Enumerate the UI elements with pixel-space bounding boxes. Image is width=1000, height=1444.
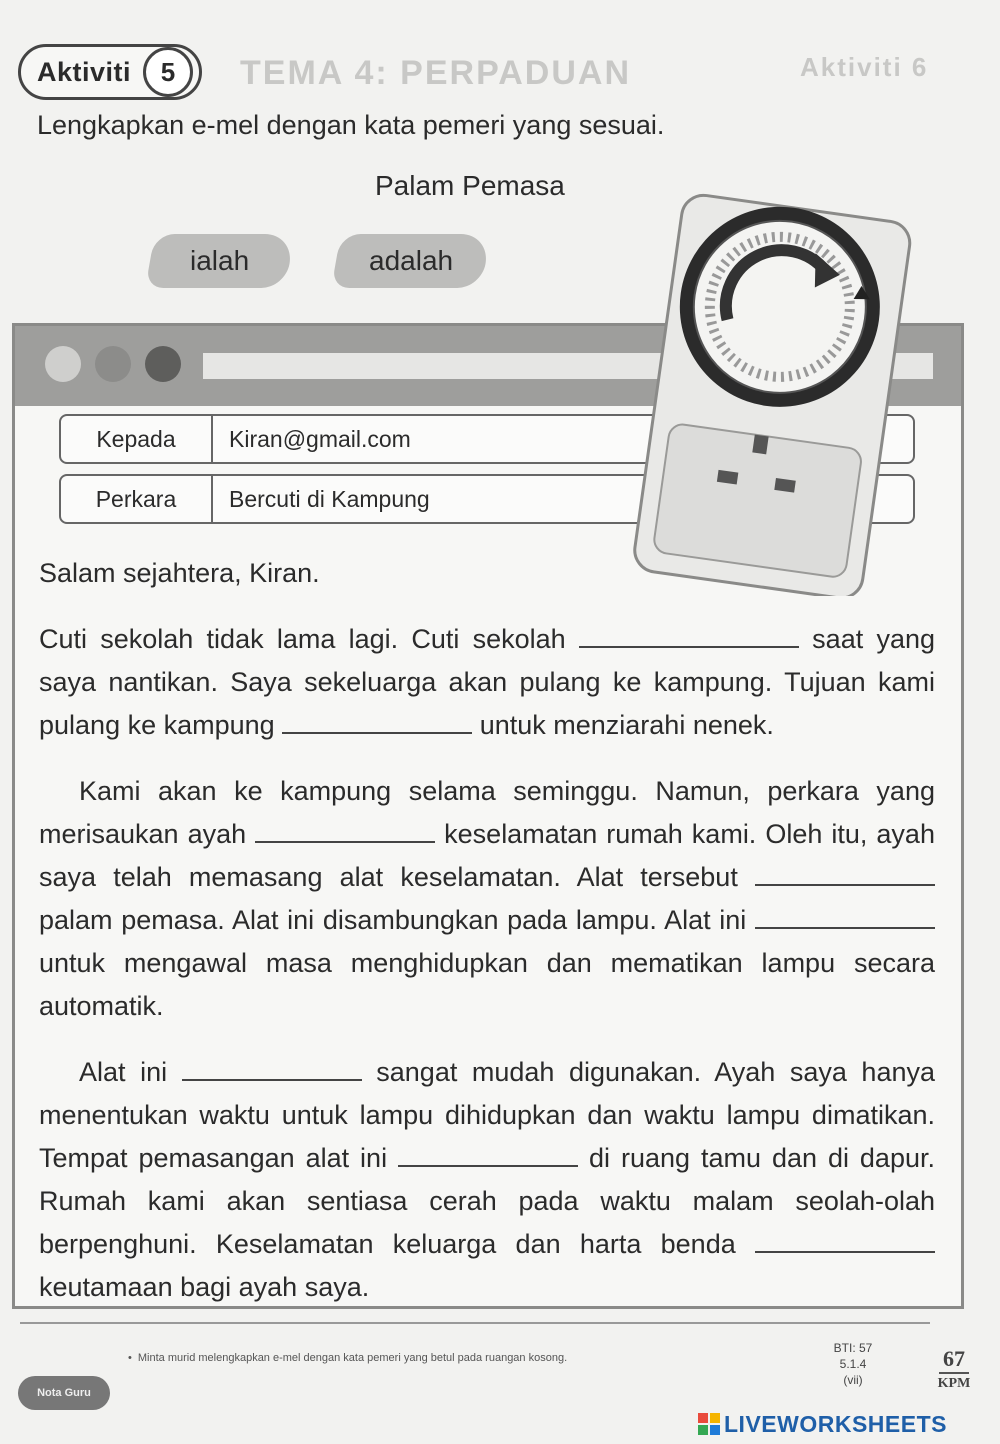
word-chip-label: ialah — [190, 245, 250, 276]
activity-number: 5 — [143, 47, 193, 97]
passage-title: Palam Pemasa — [375, 170, 565, 201]
text: Cuti sekolah tidak lama lagi. Cuti sekolah — [39, 624, 566, 654]
liveworksheets-brand — [698, 1409, 947, 1439]
answer-blank[interactable] — [255, 817, 435, 843]
word-chip-ialah[interactable] — [145, 234, 295, 288]
text: Alat ini — [79, 1057, 168, 1087]
text: di ruang tamu dan di dapur. Rumah kami akan sentiasa cerah pada waktu malam seolah-olah berpenghuni. Keselamatan keluarga dan harta benda — [39, 1143, 935, 1259]
teacher-note-sticker: Nota Guru — [18, 1376, 110, 1410]
window-dot-icon — [145, 346, 181, 382]
teacher-note: • Minta murid melengkapkan e-mel dengan kata pemeri yang betul pada ruangan kosong. — [128, 1352, 568, 1364]
publisher-mark: KPM — [937, 1376, 971, 1391]
to-value: Kiran@gmail.com — [229, 425, 411, 452]
text: untuk mengawal masa menghidupkan dan mematikan lampu secara automatik. — [39, 948, 935, 1021]
answer-blank[interactable] — [282, 708, 472, 734]
page-number-block — [922, 1346, 986, 1392]
timer-plug-illustration — [618, 186, 918, 596]
answer-blank[interactable] — [755, 860, 935, 886]
answer-blank[interactable] — [755, 903, 935, 929]
subject-value: Bercuti di Kampung — [229, 485, 430, 512]
paragraph-3 — [39, 1051, 935, 1309]
footer-divider — [20, 1322, 930, 1324]
answer-blank[interactable] — [398, 1141, 578, 1167]
window-dot-icon — [95, 346, 131, 382]
answer-blank[interactable] — [182, 1055, 362, 1081]
to-label: Kepada — [61, 416, 213, 462]
socket-hole-icon — [752, 435, 768, 455]
activity-badge — [18, 44, 202, 100]
teacher-note-text: Minta murid melengkapkan e-mel dengan kata pemeri yang betul pada ruangan kosong. — [137, 1352, 568, 1364]
instruction-text: Lengkapkan e-mel dengan kata pemeri yang sesuai. — [37, 110, 665, 140]
liveworksheets-text: LIVEWORKSHEETS — [724, 1410, 947, 1437]
answer-blank[interactable] — [579, 622, 799, 648]
subject-label: Perkara — [61, 476, 213, 522]
code-line: BTI: 57 — [833, 1341, 873, 1355]
code-line: 5.1.4 — [839, 1357, 867, 1371]
page-number: 67 — [939, 1346, 969, 1374]
text: keutamaan bagi ayah saya. — [39, 1272, 370, 1302]
faint-heading: TEMA 4: PERPADUAN — [240, 54, 632, 92]
paragraph-2 — [39, 770, 935, 1028]
greeting: Salam sejahtera, Kiran. — [39, 558, 320, 588]
liveworksheets-logo-icon — [698, 1413, 720, 1435]
faint-badge: Aktiviti 6 — [800, 52, 929, 82]
window-dot-icon — [45, 346, 81, 382]
text: keselamatan rumah kami. Oleh itu, ayah saya telah memasang alat keselamatan. Alat tersebut — [39, 819, 935, 892]
activity-label: Aktiviti — [37, 56, 132, 87]
text: saat yang saya nantikan. Saya sekeluarga akan pulang ke kampung. Tujuan kami pulang ke kampung — [39, 624, 935, 740]
curriculum-code — [808, 1340, 898, 1388]
paragraph-1 — [39, 618, 935, 747]
code-line: (vii) — [843, 1373, 863, 1387]
answer-blank[interactable] — [755, 1227, 935, 1253]
word-chip-adalah[interactable] — [331, 234, 491, 288]
text: untuk menziarahi nenek. — [479, 710, 774, 740]
text: palam pemasa. Alat ini disambungkan pada lampu. Alat ini — [39, 905, 747, 935]
word-chip-label: adalah — [368, 245, 454, 276]
text: Kami akan ke kampung selama seminggu. Namun, perkara yang merisaukan ayah — [39, 776, 935, 849]
text: sangat mudah digunakan. Ayah saya hanya menentukan waktu untuk lampu dihidupkan dan waktu lampu dimatikan. Tempat pemasangan alat ini — [39, 1057, 935, 1173]
email-body — [39, 552, 935, 1332]
